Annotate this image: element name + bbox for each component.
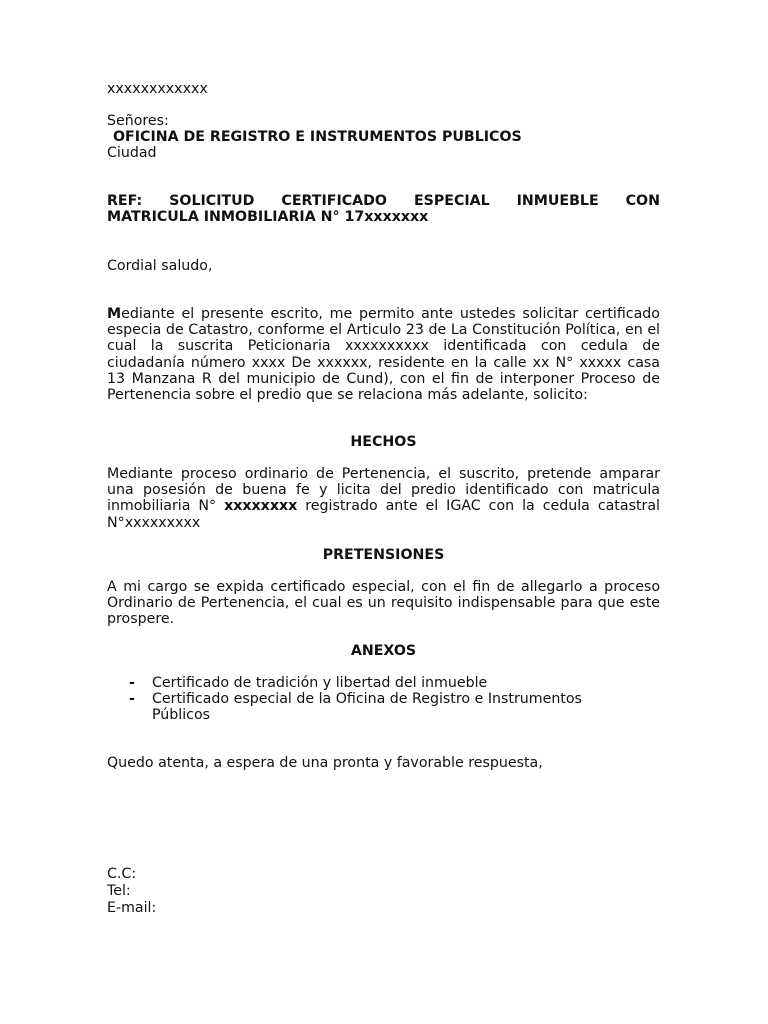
pretensiones-paragraph: A mi cargo se expida certificado especial, con el fin de allegarlo a proceso Ordinario de Pertenencia, el cual es un requisito indispensable para que este prospere. [107, 579, 660, 628]
recipient-code: xxxxxxxxxxxx [107, 81, 208, 97]
intro-paragraph [107, 306, 660, 403]
intro-first-letter: M [107, 306, 122, 322]
signature-cc: C.C: [107, 866, 137, 882]
reference-line-1: REF: SOLICITUD CERTIFICADO ESPECIAL INMUEBLE CON [107, 193, 660, 209]
anexos-heading: ANEXOS [350, 643, 417, 659]
greeting: Cordial saludo, [107, 258, 213, 274]
anexo-item-1: Certificado de tradición y libertad del inmueble [152, 675, 488, 691]
hechos-text-after: registrado ante el IGAC con la cedula catastral N°xxxxxxxxx [107, 498, 660, 531]
hechos-heading: HECHOS [350, 434, 417, 450]
bullet-dash: - [129, 691, 135, 707]
signature-email: E-mail: [107, 900, 157, 916]
reference-line-2: MATRICULA INMOBILIARIA N° 17xxxxxxx [107, 209, 429, 225]
salutation-to: Señores: [107, 113, 169, 129]
closing-line: Quedo atenta, a espera de una pronta y favorable respuesta, [107, 755, 543, 771]
office-name: OFICINA DE REGISTRO E INSTRUMENTOS PUBLICOS [113, 129, 522, 145]
anexo-item-2: Certificado especial de la Oficina de Registro e Instrumentos Públicos [152, 691, 582, 724]
matricula-number: xxxxxxxx [224, 498, 298, 515]
bullet-dash: - [129, 675, 135, 691]
city-line: Ciudad [107, 145, 157, 161]
hechos-paragraph [107, 466, 660, 531]
signature-tel: Tel: [107, 883, 131, 899]
pretensiones-heading: PRETENSIONES [322, 547, 445, 563]
hechos-text-before: Mediante proceso ordinario de Pertenencia, el suscrito, pretende amparar una posesión de buena fe y licita del predio identificado con matricula inmobiliaria N° [107, 466, 660, 515]
intro-text: ediante el presente escrito, me permito ante ustedes solicitar certificado especia de Catastro, conforme el Articulo 23 de La Constitución Política, en el cual la suscrita Peticionaria xxxxxxxxxx identificada con cedula de ciudadanía número xxxx De xxxxxx, residente en la calle xx N° xxxxx casa 13 Manzana R del municipio de Cund), con el fin de interponer Proceso de Pertenencia sobre el predio que se relaciona más adelante, solicito: [107, 306, 660, 404]
